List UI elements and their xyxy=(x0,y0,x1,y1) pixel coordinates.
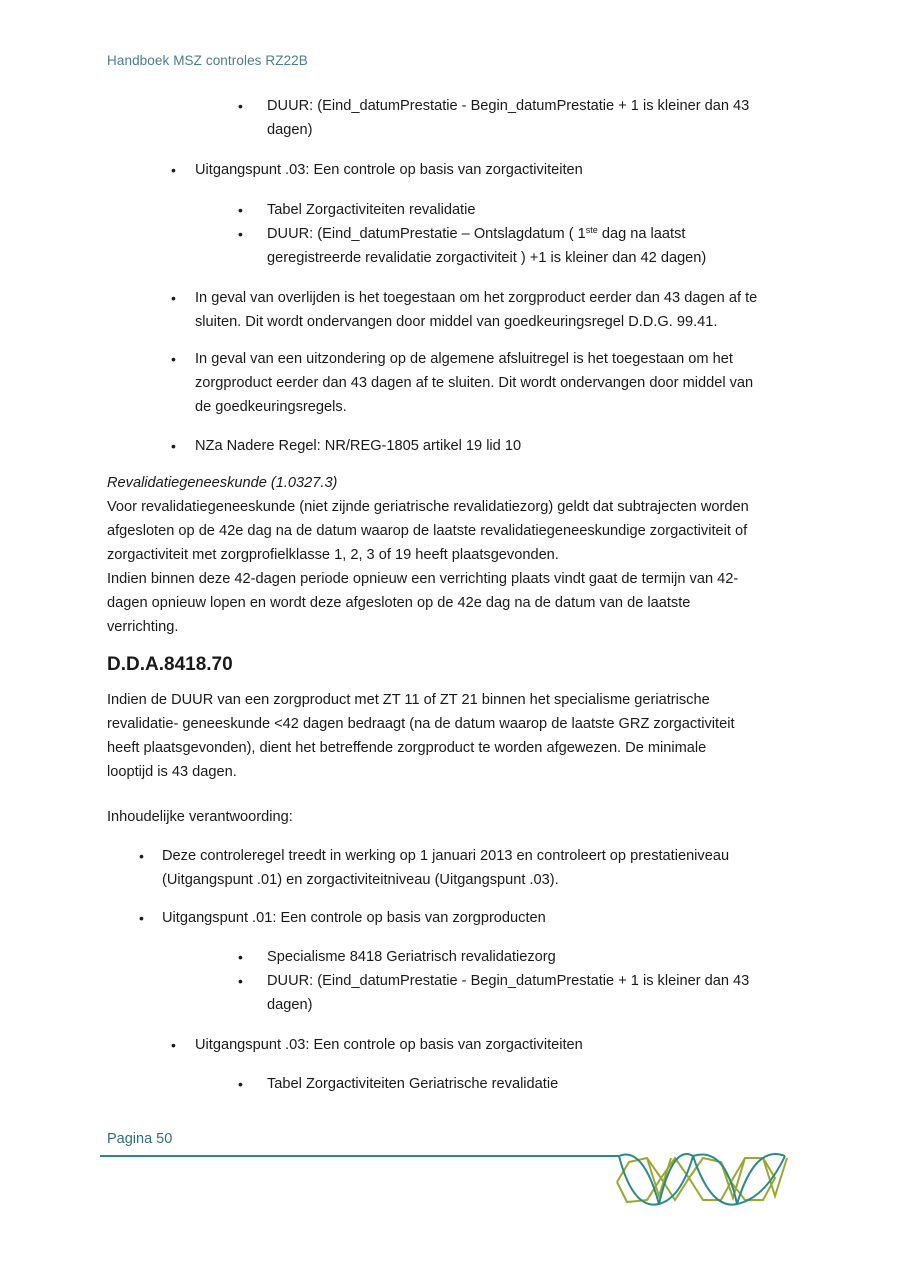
list-item-line: Deze controleregel treedt in werking op 1 januari 2013 en controleert op prestatieniveau xyxy=(162,848,730,864)
footer-ornament-icon xyxy=(615,1150,795,1210)
bullet-icon: • xyxy=(238,98,243,114)
bullet-icon: • xyxy=(238,949,243,965)
page-number: Pagina 50 xyxy=(107,1131,173,1147)
paragraph-line: afgesloten op de 42e dag na de datum waarop de laatste revalidatiegeneeskundige zorgactiviteit of xyxy=(107,523,748,539)
paragraph-line: zorgactiviteit met zorgprofielklasse 1, 2, 3 of 19 heeft plaatsgevonden. xyxy=(107,547,559,563)
text-run: DUUR: (Eind_datumPrestatie – Ontslagdatum ( 1 xyxy=(267,226,586,242)
list-item-line: Specialisme 8418 Geriatrisch revalidatiezorg xyxy=(267,949,556,965)
bullet-icon: • xyxy=(139,848,144,864)
bullet-icon: • xyxy=(139,910,144,926)
list-item-line: Tabel Zorgactiviteiten revalidatie xyxy=(267,202,476,218)
paragraph-line: Indien de DUUR van een zorgproduct met ZT 11 of ZT 21 binnen het specialisme geriatrische xyxy=(107,692,710,708)
list-item-line: DUUR: (Eind_datumPrestatie - Begin_datumPrestatie + 1 is kleiner dan 43 xyxy=(267,973,750,989)
paragraph-line: revalidatie- geneeskunde <42 dagen bedraagt (na de datum waarop de laatste GRZ zorgactiviteit xyxy=(107,716,735,732)
bullet-icon: • xyxy=(171,438,176,454)
list-item-line: NZa Nadere Regel: NR/REG-1805 artikel 19 lid 10 xyxy=(195,438,522,454)
list-item-line: In geval van overlijden is het toegestaan om het zorgproduct eerder dan 43 dagen af te xyxy=(195,290,758,306)
list-item-line: geregistreerde revalidatie zorgactiviteit ) +1 is kleiner dan 42 dagen) xyxy=(267,250,707,266)
list-item-line: Uitgangspunt .03: Een controle op basis van zorgactiviteiten xyxy=(195,162,583,178)
bullet-icon: • xyxy=(171,351,176,367)
verantwoording-label: Inhoudelijke verantwoording: xyxy=(107,809,293,825)
section-heading: D.D.A.8418.70 xyxy=(107,654,233,675)
list-item-line: Tabel Zorgactiviteiten Geriatrische revalidatie xyxy=(267,1076,559,1092)
bullet-icon: • xyxy=(171,290,176,306)
list-item-line: dagen) xyxy=(267,997,313,1013)
paragraph-line: heeft plaatsgevonden), dient het betreffende zorgproduct te worden afgewezen. De minimale xyxy=(107,740,707,756)
list-item-line: de goedkeuringsregels. xyxy=(195,399,347,415)
bullet-icon: • xyxy=(171,1037,176,1053)
list-item-line: DUUR: (Eind_datumPrestatie - Begin_datumPrestatie + 1 is kleiner dan 43 xyxy=(267,98,750,114)
subsection-title: Revalidatiegeneeskunde (1.0327.3) xyxy=(107,475,338,491)
list-item-line: zorgproduct eerder dan 43 dagen af te sluiten. Dit wordt ondervangen door middel van xyxy=(195,375,754,391)
list-item-line: dagen) xyxy=(267,122,313,138)
bullet-icon: • xyxy=(238,1076,243,1092)
bullet-icon: • xyxy=(238,973,243,989)
bullet-icon: • xyxy=(238,226,243,242)
bullet-icon: • xyxy=(238,202,243,218)
list-item-line: In geval van een uitzondering op de algemene afsluitregel is het toegestaan om het xyxy=(195,351,733,367)
bullet-icon: • xyxy=(171,162,176,178)
list-item-line xyxy=(267,222,685,246)
footer-rule xyxy=(100,1155,620,1157)
paragraph-line: dagen opnieuw lopen en wordt deze afgesloten op de 42e dag na de datum van de laatste xyxy=(107,595,691,611)
text-run: dag na laatst xyxy=(597,226,686,242)
paragraph-line: verrichting. xyxy=(107,619,179,635)
running-header: Handboek MSZ controles RZ22B xyxy=(107,53,308,68)
list-item-line: (Uitgangspunt .01) en zorgactiviteitniveau (Uitgangspunt .03). xyxy=(162,872,559,888)
list-item-line: Uitgangspunt .01: Een controle op basis van zorgproducten xyxy=(162,910,546,926)
paragraph-line: Indien binnen deze 42-dagen periode opnieuw een verrichting plaats vindt gaat de termijn van 42- xyxy=(107,571,739,587)
list-item-line: Uitgangspunt .03: Een controle op basis van zorgactiviteiten xyxy=(195,1037,583,1053)
paragraph-line: Voor revalidatiegeneeskunde (niet zijnde geriatrische revalidatiezorg) geldt dat subtrajecten worden xyxy=(107,499,749,515)
list-item-line: sluiten. Dit wordt ondervangen door middel van goedkeuringsregel D.D.G. 99.41. xyxy=(195,314,718,330)
superscript: ste xyxy=(585,225,598,235)
paragraph-line: looptijd is 43 dagen. xyxy=(107,764,237,780)
